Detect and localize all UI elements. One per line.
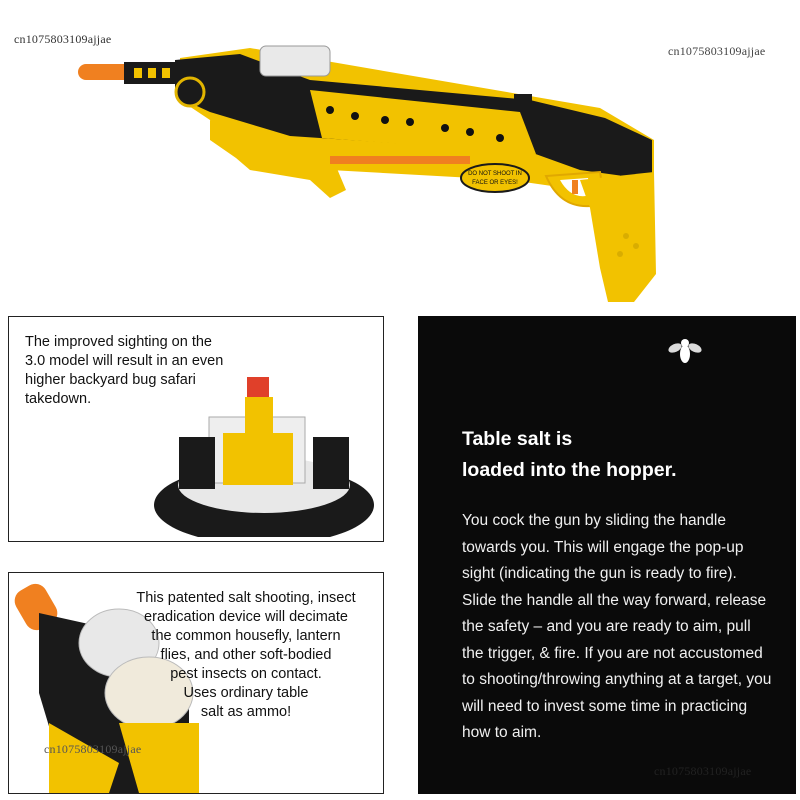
device-description <box>121 589 371 722</box>
device-line-2: eradication device will decimate <box>144 609 348 625</box>
device-line-5: pest insects on contact. <box>170 666 322 682</box>
device-line-1: This patented salt shooting, insect <box>136 590 356 606</box>
warning-label-line2: FACE OR EYES! <box>472 180 518 186</box>
device-line-3: the common housefly, lantern <box>151 628 341 644</box>
watermark-top-left: cn1075803109ajjae <box>14 32 112 46</box>
sight-closeup-image <box>149 357 379 537</box>
device-line-4: flies, and other soft-bodied <box>160 647 332 663</box>
watermark-top-right: cn1075803109ajjae <box>668 44 766 58</box>
warning-label-line1: DO NOT SHOOT IN <box>468 171 522 177</box>
sight-description: The improved sighting on the 3.0 model will result in an even higher backyard bug safari takedown. <box>25 334 224 407</box>
device-feature-panel <box>8 572 384 794</box>
heading-line-2: loaded into the hopper. <box>462 459 677 481</box>
salt-gun-illustration <box>60 40 680 320</box>
sight-feature-panel <box>8 316 384 542</box>
fly-icon <box>668 336 702 366</box>
instructions-heading <box>462 424 782 486</box>
heading-line-1: Table salt is <box>462 428 573 450</box>
watermark-bottom-left: cn1075803109ajjae <box>44 742 142 756</box>
instructions-body: You cock the gun by sliding the handle towards you. This will engage the pop-up sight (indicating the gun is ready to fire). Slide the handle all the way forward, release the safety – and you are ready to aim, pull the trigger, & fire. If you are not accustomed to shooting/throwing anything at a target, you will need to invest some time in practicing how to aim. <box>462 512 772 741</box>
device-line-7: salt as ammo! <box>200 704 292 720</box>
watermark-bottom-right: cn1075803109ajjae <box>654 764 752 778</box>
instructions-panel <box>418 316 796 794</box>
device-line-6: Uses ordinary table <box>183 685 309 701</box>
